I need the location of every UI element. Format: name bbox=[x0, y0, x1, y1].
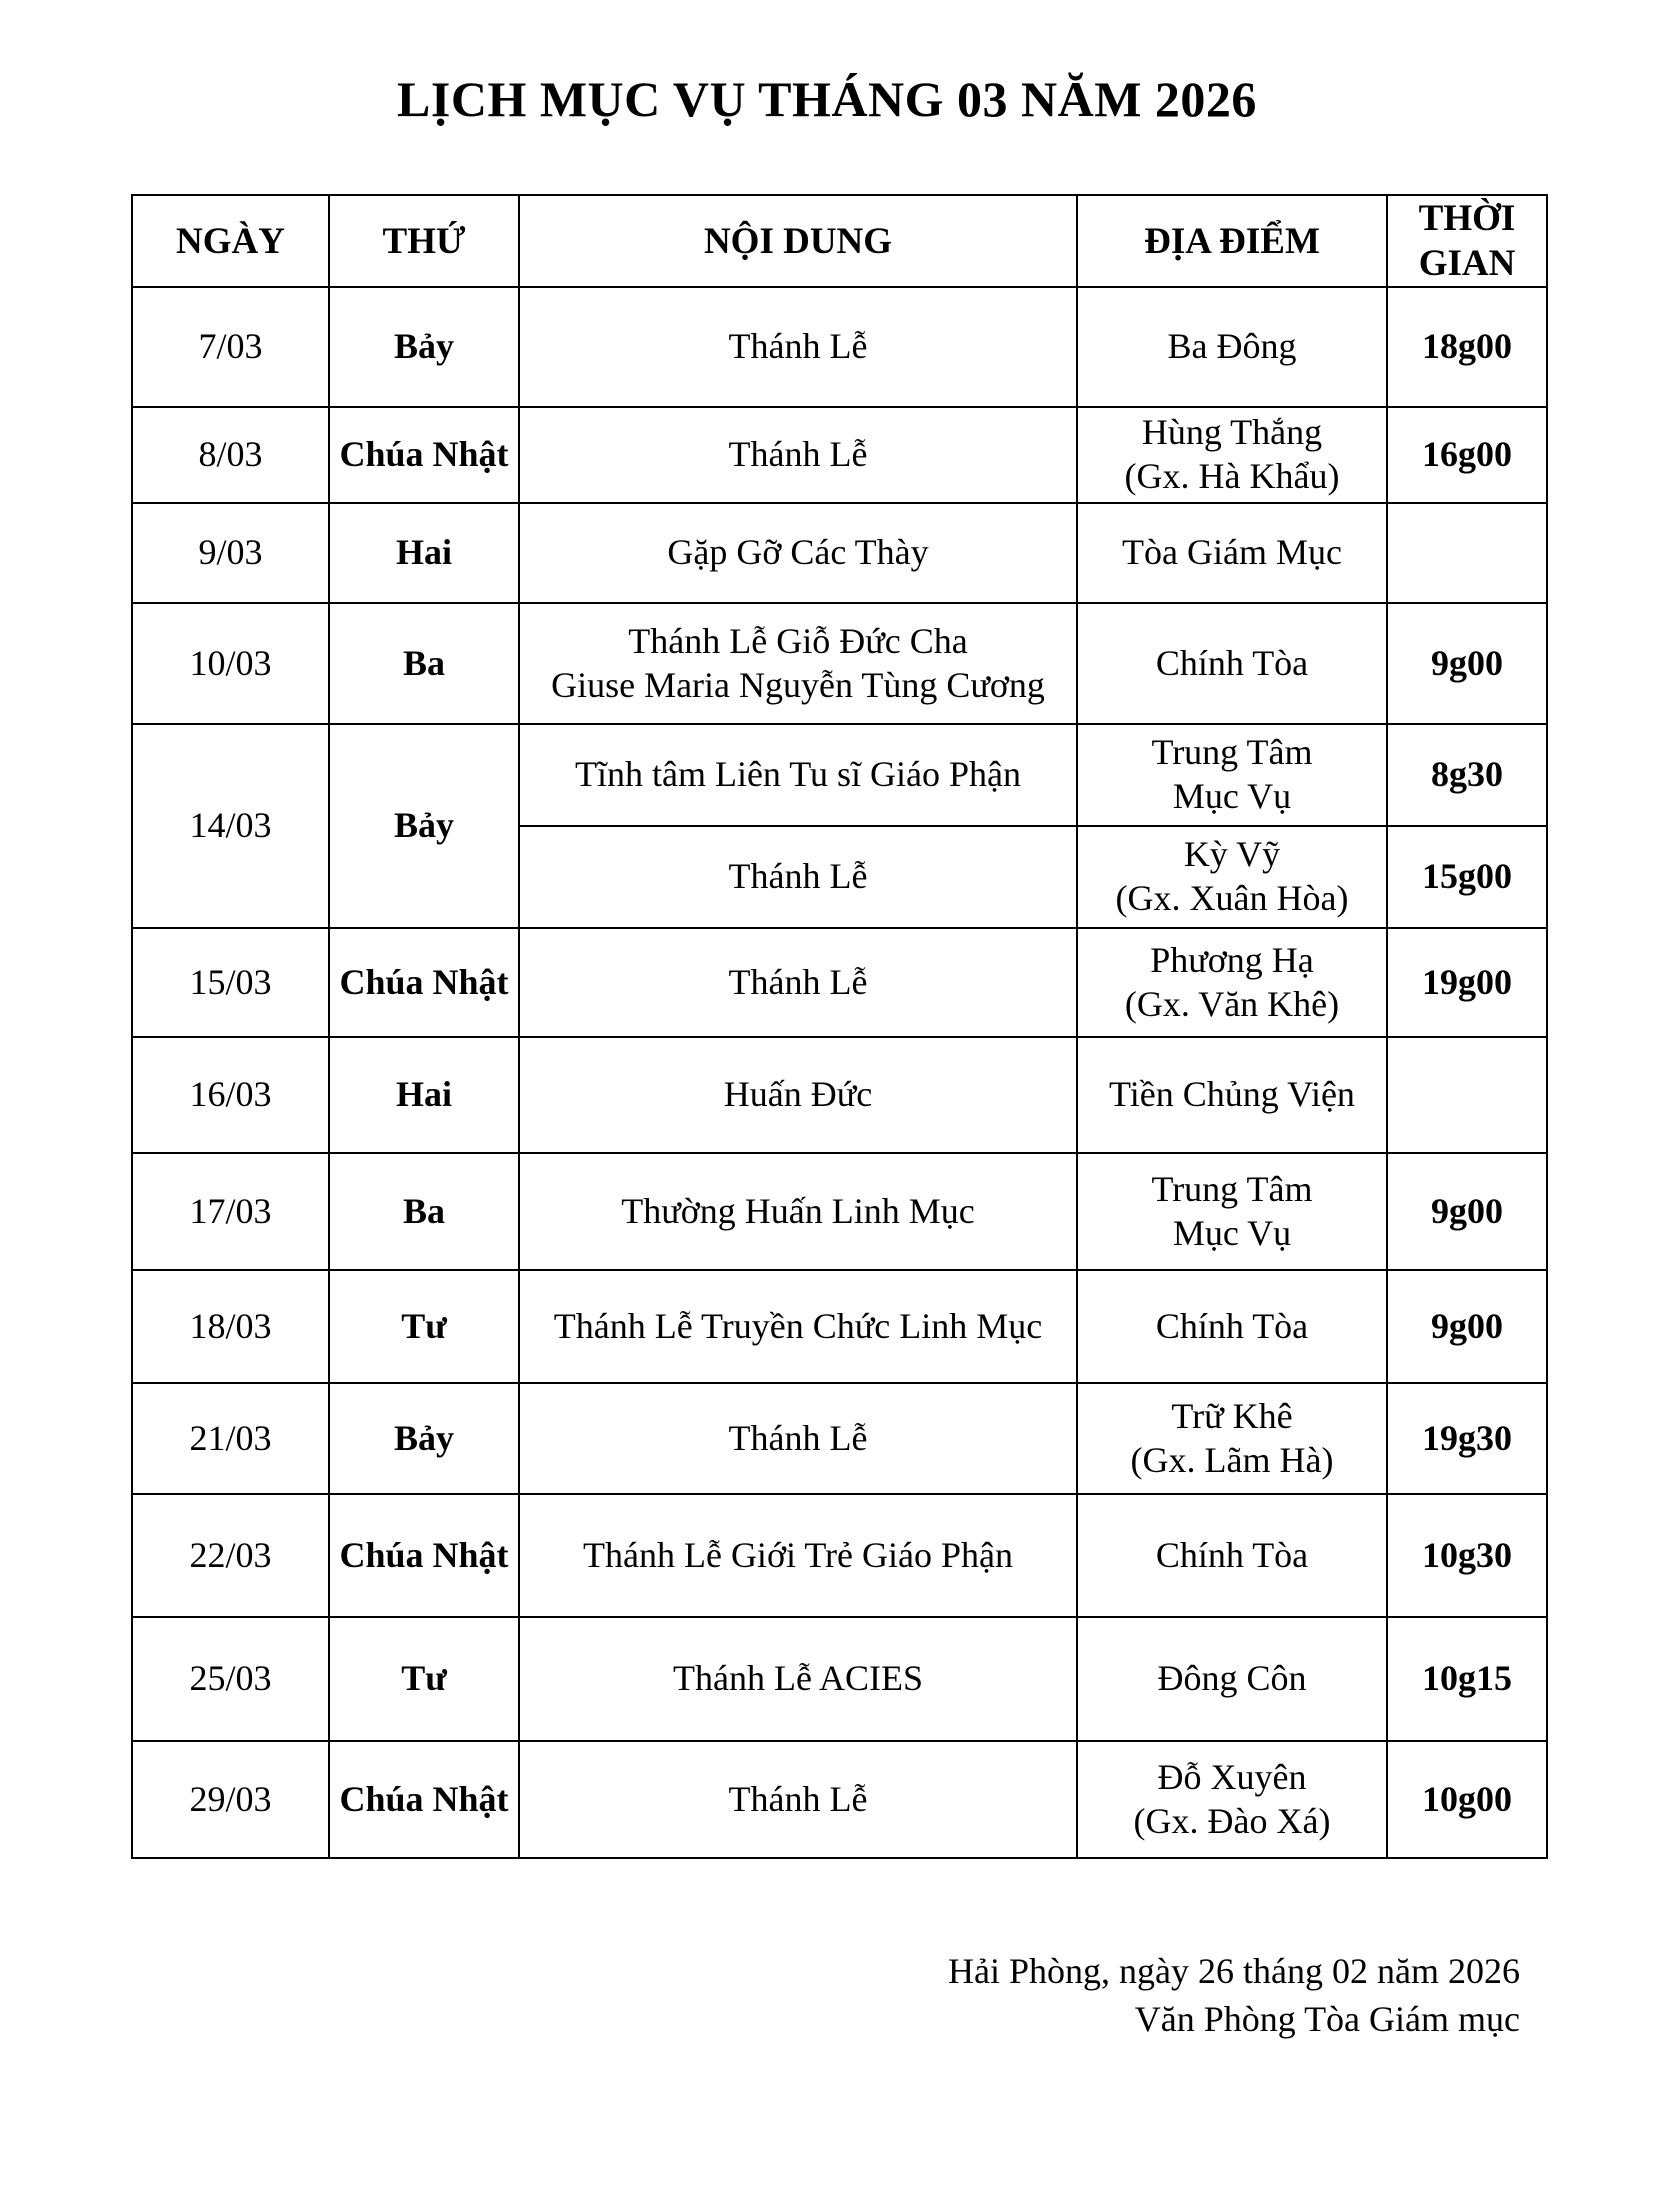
time-cell bbox=[1387, 1037, 1547, 1153]
day-cell: Chúa Nhật bbox=[329, 1741, 519, 1858]
place-cell: Ba Đông bbox=[1077, 287, 1387, 407]
date-cell: 10/03 bbox=[132, 603, 329, 724]
page-title: LỊCH MỤC VỤ THÁNG 03 NĂM 2026 bbox=[397, 71, 1257, 127]
content-cell: Thánh Lễ ACIES bbox=[519, 1617, 1077, 1741]
date-cell: 25/03 bbox=[132, 1617, 329, 1741]
day-cell: Hai bbox=[329, 503, 519, 603]
footer-date-line: Hải Phòng, ngày 26 tháng 02 năm 2026 bbox=[948, 1951, 1520, 1991]
place-cell: Tòa Giám Mục bbox=[1077, 503, 1387, 603]
time-cell: 15g00 bbox=[1387, 826, 1547, 928]
date-cell: 29/03 bbox=[132, 1741, 329, 1858]
content-cell: Huấn Đức bbox=[519, 1037, 1077, 1153]
header-time bbox=[1387, 195, 1547, 287]
place-line1: Hùng Thắng bbox=[1141, 412, 1323, 453]
content-cell: Gặp Gỡ Các Thày bbox=[519, 503, 1077, 603]
footer-office-line: Văn Phòng Tòa Giám mục bbox=[1134, 1999, 1520, 2039]
content-cell: Thánh Lễ bbox=[519, 287, 1077, 407]
time-cell: 9g00 bbox=[1387, 1153, 1547, 1270]
date-cell: 21/03 bbox=[132, 1383, 329, 1494]
time-cell bbox=[1387, 503, 1547, 603]
date-cell: 22/03 bbox=[132, 1494, 329, 1617]
place-line1: Phương Hạ bbox=[1150, 939, 1314, 980]
place-cell: Chính Tòa bbox=[1077, 603, 1387, 724]
table-header-row bbox=[132, 195, 1547, 287]
time-cell: 9g00 bbox=[1387, 1270, 1547, 1383]
table-row bbox=[132, 1383, 1547, 1494]
place-line2: (Gx. Văn Khê) bbox=[1124, 983, 1340, 1024]
time-cell: 19g30 bbox=[1387, 1383, 1547, 1494]
date-cell: 8/03 bbox=[132, 407, 329, 503]
day-cell: Bảy bbox=[329, 1383, 519, 1494]
place-line2: (Gx. Đào Xá) bbox=[1133, 1800, 1331, 1841]
date-cell: 16/03 bbox=[132, 1037, 329, 1153]
place-line2: (Gx. Lãm Hà) bbox=[1130, 1439, 1334, 1480]
table-row bbox=[132, 1037, 1547, 1153]
day-cell: Bảy bbox=[329, 724, 519, 928]
place-line1: Trung Tâm bbox=[1151, 732, 1313, 773]
day-cell: Ba bbox=[329, 603, 519, 724]
day-cell: Bảy bbox=[329, 287, 519, 407]
day-cell: Chúa Nhật bbox=[329, 928, 519, 1037]
table-row bbox=[132, 1741, 1547, 1858]
header-content: NỘI DUNG bbox=[519, 195, 1077, 287]
day-cell: Tư bbox=[329, 1617, 519, 1741]
header-time-line2: GIAN bbox=[1418, 243, 1516, 285]
place-cell: Chính Tòa bbox=[1077, 1494, 1387, 1617]
place-line2: Mục Vụ bbox=[1172, 776, 1292, 817]
header-place: ĐỊA ĐIỂM bbox=[1077, 195, 1387, 287]
date-cell: 17/03 bbox=[132, 1153, 329, 1270]
place-cell bbox=[1077, 1741, 1387, 1858]
header-time-line1: THỜI bbox=[1418, 198, 1516, 239]
place-cell bbox=[1077, 1153, 1387, 1270]
content-cell bbox=[519, 603, 1077, 724]
content-cell: Thánh Lễ bbox=[519, 1383, 1077, 1494]
content-cell: Tĩnh tâm Liên Tu sĩ Giáo Phận bbox=[519, 724, 1077, 826]
date-cell: 9/03 bbox=[132, 503, 329, 603]
table-row bbox=[132, 724, 1547, 826]
time-cell: 8g30 bbox=[1387, 724, 1547, 826]
place-cell: Đông Côn bbox=[1077, 1617, 1387, 1741]
place-line1: Đỗ Xuyên bbox=[1157, 1756, 1307, 1797]
header-date: NGÀY bbox=[132, 195, 329, 287]
time-cell: 10g15 bbox=[1387, 1617, 1547, 1741]
place-line1: Kỳ Vỹ bbox=[1183, 834, 1281, 875]
place-line2: (Gx. Xuân Hòa) bbox=[1115, 878, 1349, 919]
content-cell: Thánh Lễ Truyền Chức Linh Mục bbox=[519, 1270, 1077, 1383]
table-row bbox=[132, 1617, 1547, 1741]
time-cell: 9g00 bbox=[1387, 603, 1547, 724]
day-cell: Chúa Nhật bbox=[329, 1494, 519, 1617]
place-cell bbox=[1077, 1383, 1387, 1494]
table-row bbox=[132, 1270, 1547, 1383]
table-row bbox=[132, 1153, 1547, 1270]
time-cell: 18g00 bbox=[1387, 287, 1547, 407]
footer bbox=[948, 1947, 1520, 2043]
content-cell: Thánh Lễ bbox=[519, 826, 1077, 928]
content-cell: Thường Huấn Linh Mục bbox=[519, 1153, 1077, 1270]
content-cell: Thánh Lễ bbox=[519, 1741, 1077, 1858]
day-cell: Tư bbox=[329, 1270, 519, 1383]
place-line1: Trữ Khê bbox=[1171, 1395, 1293, 1436]
place-cell bbox=[1077, 826, 1387, 928]
content-line2: Giuse Maria Nguyễn Tùng Cương bbox=[551, 664, 1045, 705]
table-row bbox=[132, 603, 1547, 724]
date-cell: 15/03 bbox=[132, 928, 329, 1037]
place-line1: Trung Tâm bbox=[1151, 1168, 1313, 1209]
table-row bbox=[132, 928, 1547, 1037]
place-line2: Mục Vụ bbox=[1172, 1212, 1292, 1253]
header-day: THỨ bbox=[329, 195, 519, 287]
place-cell: Chính Tòa bbox=[1077, 1270, 1387, 1383]
time-cell: 16g00 bbox=[1387, 407, 1547, 503]
table-row bbox=[132, 503, 1547, 603]
time-cell: 10g00 bbox=[1387, 1741, 1547, 1858]
day-cell: Chúa Nhật bbox=[329, 407, 519, 503]
table-row bbox=[132, 287, 1547, 407]
date-cell: 14/03 bbox=[132, 724, 329, 928]
content-cell: Thánh Lễ bbox=[519, 407, 1077, 503]
place-line2: (Gx. Hà Khẩu) bbox=[1124, 456, 1340, 497]
content-cell: Thánh Lễ Giới Trẻ Giáo Phận bbox=[519, 1494, 1077, 1617]
day-cell: Ba bbox=[329, 1153, 519, 1270]
day-cell: Hai bbox=[329, 1037, 519, 1153]
place-cell bbox=[1077, 928, 1387, 1037]
time-cell: 10g30 bbox=[1387, 1494, 1547, 1617]
content-line1: Thánh Lễ Giỗ Đức Cha bbox=[628, 620, 968, 661]
place-cell: Tiền Chủng Viện bbox=[1077, 1037, 1387, 1153]
table-row bbox=[132, 1494, 1547, 1617]
place-cell bbox=[1077, 407, 1387, 503]
table-row bbox=[132, 407, 1547, 503]
time-cell: 19g00 bbox=[1387, 928, 1547, 1037]
schedule-table bbox=[131, 194, 1548, 1859]
content-cell: Thánh Lễ bbox=[519, 928, 1077, 1037]
date-cell: 18/03 bbox=[132, 1270, 329, 1383]
date-cell: 7/03 bbox=[132, 287, 329, 407]
place-cell bbox=[1077, 724, 1387, 826]
